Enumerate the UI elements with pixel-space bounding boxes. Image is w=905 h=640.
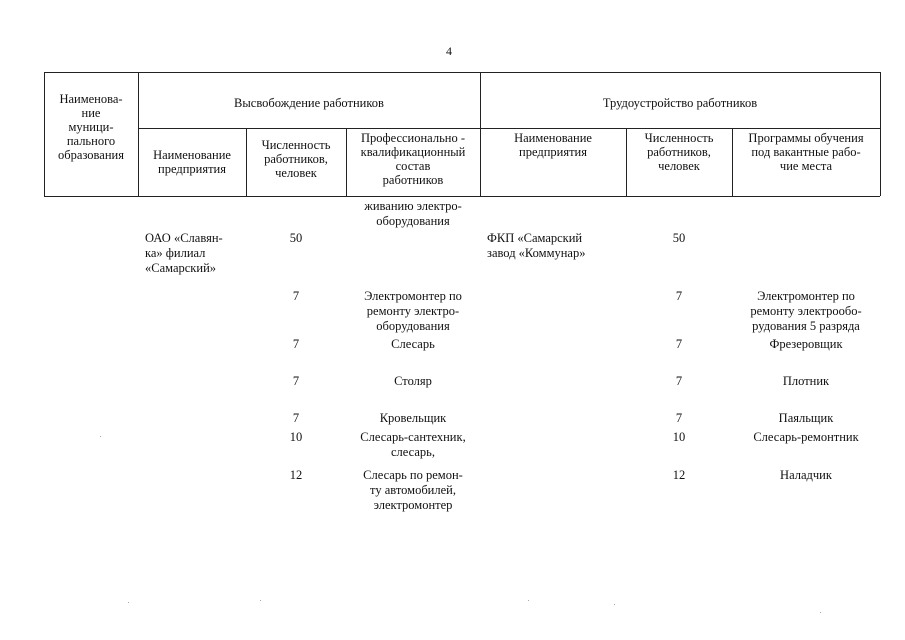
header-employment-programs: Программы обучения под вакантные рабо- чие места — [748, 131, 864, 173]
header-release-count: Численность работников, человек — [261, 138, 331, 180]
release-enterprise: ОАО «Славян- ка» филиал «Самарский» — [145, 231, 223, 275]
header-release-qualification: Профессионально - квалификационный состав работников — [360, 131, 466, 187]
header-employment-group: Трудоустройство работников — [602, 96, 758, 110]
carryover-qualification: живанию электро- оборудования — [364, 199, 462, 228]
header-employment-count: Численность работников, человек — [644, 131, 714, 173]
page-number: 4 — [446, 44, 452, 58]
header-employment-enterprise: Наименование предприятия — [514, 131, 592, 159]
header-release-enterprise: Наименование предприятия — [153, 148, 231, 176]
release-total: 50 — [289, 231, 303, 245]
employment-enterprise: ФКП «Самарский завод «Коммунар» — [487, 231, 586, 260]
header-release-group: Высвобождение работников — [234, 96, 384, 110]
employment-total: 50 — [672, 231, 686, 245]
header-municipality: Наименова- ние муници- пального образования — [58, 92, 124, 162]
